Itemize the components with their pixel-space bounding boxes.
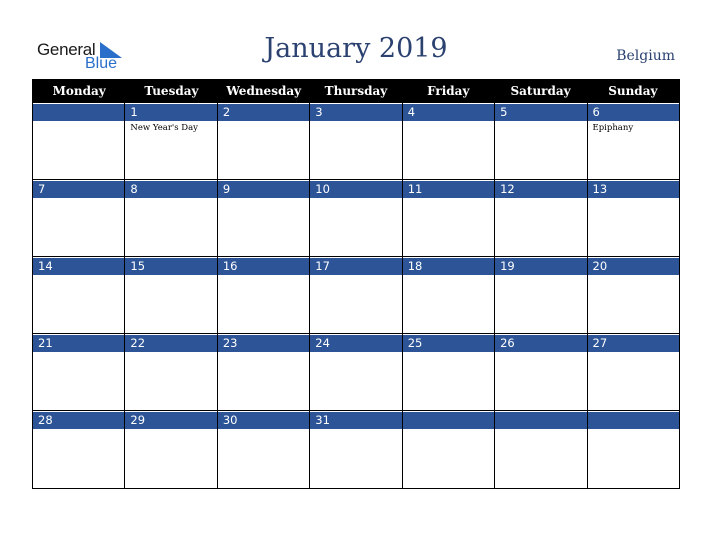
day-cell: [494, 257, 586, 334]
holiday-label: Epiphany: [592, 123, 634, 133]
day-number: 26: [495, 335, 586, 352]
holiday-label: [403, 429, 494, 431]
holiday-label: [495, 198, 586, 200]
day-cell: [309, 334, 401, 411]
day-cell: [494, 411, 586, 488]
holiday-label: [125, 275, 216, 277]
day-number: 9: [218, 181, 309, 198]
logo-word-general: General: [37, 40, 96, 59]
holiday-label: [495, 429, 586, 431]
holiday-label: [218, 121, 309, 123]
holiday-label: [403, 275, 494, 277]
day-number: 2: [218, 104, 309, 121]
day-number: 24: [310, 335, 401, 352]
day-number: 29: [125, 412, 216, 429]
day-cell: [402, 334, 494, 411]
holiday-label: [310, 275, 401, 277]
holiday-label: [218, 352, 309, 354]
day-number: 16: [218, 258, 309, 275]
day-number: 17: [310, 258, 401, 275]
holiday-label: [495, 121, 586, 123]
holiday-label: New Year's Day: [130, 123, 198, 133]
day-cell: [33, 257, 124, 334]
day-number: 1: [125, 104, 216, 121]
country-label: Belgium: [616, 48, 675, 64]
day-cell: [217, 103, 309, 180]
day-cell: [33, 334, 124, 411]
day-number: 4: [403, 104, 494, 121]
day-number: 21: [33, 335, 124, 352]
day-cell: [309, 180, 401, 257]
day-number: 5: [495, 104, 586, 121]
holiday-label: [125, 429, 216, 431]
day-cell: [402, 180, 494, 257]
day-number: 6: [588, 104, 679, 121]
day-number: 20: [588, 258, 679, 275]
day-number: 31: [310, 412, 401, 429]
day-number: [495, 412, 586, 429]
day-number: 10: [310, 181, 401, 198]
weekday-thursday: Thursday: [324, 84, 388, 98]
week-row: [33, 180, 679, 257]
holiday-label: [588, 198, 679, 200]
day-cell: [217, 411, 309, 488]
week-row: [33, 257, 679, 334]
holiday-label: [310, 352, 401, 354]
holiday-label: [33, 352, 124, 354]
weekday-saturday: Saturday: [510, 84, 571, 98]
day-number: [33, 104, 124, 121]
day-number: 22: [125, 335, 216, 352]
day-cell: [33, 411, 124, 488]
day-cell: [124, 103, 216, 180]
page-title: January 2019: [264, 33, 448, 64]
day-cell: [587, 180, 679, 257]
day-number: 28: [33, 412, 124, 429]
holiday-label: [495, 275, 586, 277]
holiday-label: [403, 121, 494, 123]
day-number: 18: [403, 258, 494, 275]
holiday-label: [588, 352, 679, 354]
day-cell: [124, 180, 216, 257]
holiday-label: [403, 352, 494, 354]
weekday-header-row: [33, 80, 679, 103]
holiday-label: [403, 198, 494, 200]
logo-word-blue: Blue: [85, 55, 118, 72]
day-cell: [494, 180, 586, 257]
day-cell: [33, 180, 124, 257]
week-row: [33, 334, 679, 411]
day-cell: [217, 180, 309, 257]
day-number: 19: [495, 258, 586, 275]
day-cell: [309, 411, 401, 488]
weekday-wednesday: Wednesday: [226, 84, 302, 98]
day-number: [588, 412, 679, 429]
holiday-label: [125, 198, 216, 200]
day-cell: [217, 257, 309, 334]
day-cell: [587, 257, 679, 334]
day-number: 23: [218, 335, 309, 352]
holiday-label: [495, 352, 586, 354]
day-cell: [124, 257, 216, 334]
holiday-label: [33, 275, 124, 277]
holiday-label: [218, 275, 309, 277]
weekday-monday: Monday: [52, 84, 106, 98]
day-cell: [124, 334, 216, 411]
day-number: 30: [218, 412, 309, 429]
day-number: 8: [125, 181, 216, 198]
holiday-label: [588, 429, 679, 431]
day-number: 14: [33, 258, 124, 275]
week-row: [33, 103, 679, 180]
day-cell: [402, 411, 494, 488]
day-number: 15: [125, 258, 216, 275]
day-cell: [402, 257, 494, 334]
holiday-label: [310, 198, 401, 200]
holiday-label: [310, 121, 401, 123]
calendar-grid: [32, 79, 680, 489]
holiday-label: [218, 429, 309, 431]
day-cell: [494, 334, 586, 411]
day-number: 7: [33, 181, 124, 198]
day-cell: [494, 103, 586, 180]
holiday-label: [33, 121, 124, 123]
holiday-label: [218, 198, 309, 200]
day-cell: [402, 103, 494, 180]
day-number: 27: [588, 335, 679, 352]
holiday-label: [33, 198, 124, 200]
holiday-label: [588, 275, 679, 277]
day-number: 11: [403, 181, 494, 198]
day-cell: [587, 103, 679, 180]
day-cell: [124, 411, 216, 488]
weekday-friday: Friday: [427, 84, 470, 98]
day-cell: [217, 334, 309, 411]
day-number: 3: [310, 104, 401, 121]
week-row: [33, 411, 679, 488]
weekday-sunday: Sunday: [608, 84, 658, 98]
day-number: 25: [403, 335, 494, 352]
holiday-label: [33, 429, 124, 431]
day-cell: [587, 411, 679, 488]
holiday-label: [125, 352, 216, 354]
day-cell: [309, 103, 401, 180]
holiday-label: [310, 429, 401, 431]
day-cell: [33, 103, 124, 180]
day-cell: [587, 334, 679, 411]
day-number: 12: [495, 181, 586, 198]
day-number: [403, 412, 494, 429]
weekday-tuesday: Tuesday: [144, 84, 199, 98]
day-cell: [309, 257, 401, 334]
day-number: 13: [588, 181, 679, 198]
